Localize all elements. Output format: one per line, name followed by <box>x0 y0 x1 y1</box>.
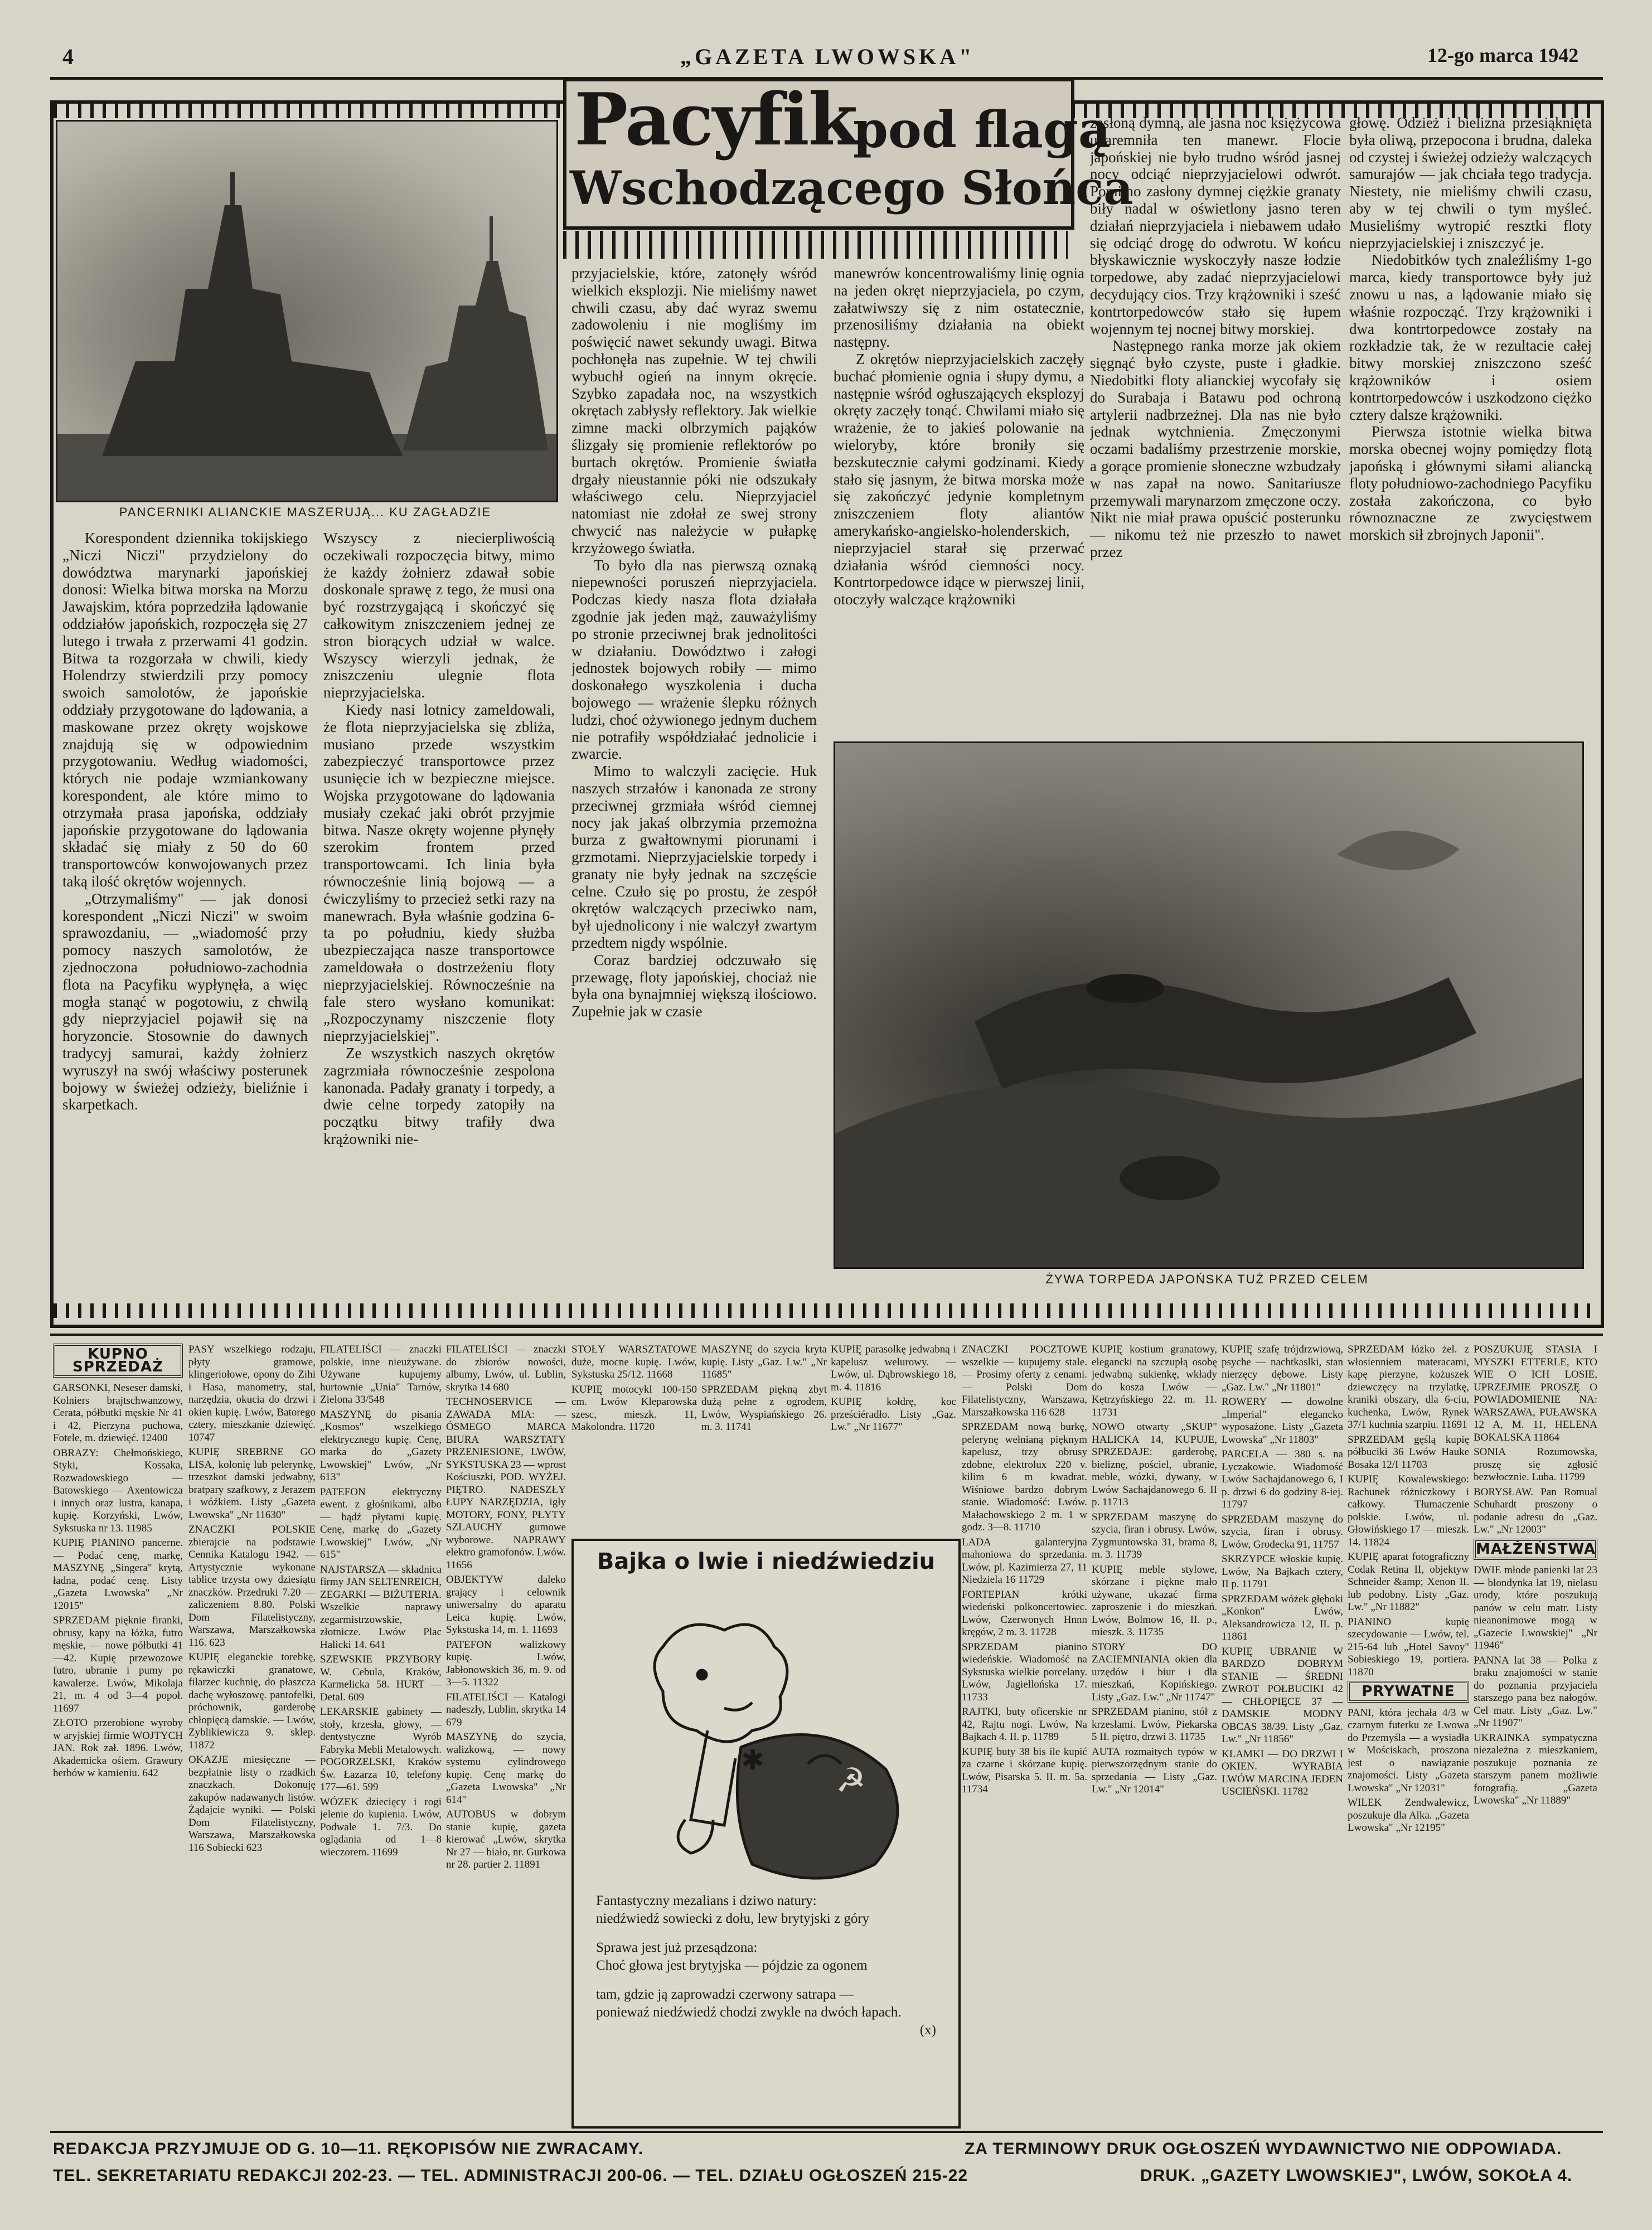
article-paragraph: manewrów koncentrowaliśmy linię ognia na jeden okręt nieprzyjaciela, po czym, załatwiwszy się z nim ostatecznie, przenosiliśmy działania na obiekt następny. <box>834 265 1084 351</box>
classified-ad: SPRZEDAM pianino, stół z krzesłami. Lwów, Piekarska 5 II. piętro, drzwi 3. 11735 <box>1092 1706 1217 1743</box>
classifieds-col-7 <box>831 1344 956 1528</box>
article-paragraph: To było dla nas pierwszą oznaką niepewności poruszeń nieprzyjaciela. Podczas kiedy nasza flota działała zgodnie jak jeden mąż, zauważyliśmy po stronie przeciwnej brak jednolitości w działaniu. Dowództwo i załogi jednostek bojowych robiły — mimo doskonałego wyszkolenia i ducha bojowego — wrażenie ślepku różnych ludzi, choć ożywionego jednym duchem nie potrafiły współdziałać jednolicie i zwarcie. <box>571 556 817 763</box>
fable-title: Bajka o lwie i niedźwiedziu <box>597 1549 936 1574</box>
classified-ad: KUPIĘ PIANINO pancerne. — Podać cenę, markę, MASZYNĘ „Singera" krytą, ładna, podać cenę. Listy „Gazeta Lwowska" „Nr 12015" <box>53 1537 183 1612</box>
classifieds-col-6 <box>701 1344 827 1528</box>
classified-ad: TECHNOSERVICE — ZAWADA MIA: — ÓSMEGO MARCA BIURA WARSZTATY PRZENIESIONE, LWÓW, SYKSTUSKA 23 — wprost Kościuszki, POD. WYŻEJ. PIĘTRO. NADESZŁY ŁUPY NARZĘDZIA, igły MOTORY, FONY, PŁYTY SZLAUCHY gumowe wyborowe. NAPRAWY elektro gramofonów. Lwów. 11656 <box>446 1396 566 1571</box>
footer-line2-left: TEL. SEKRETARIATU REDAKCJI 202-23. — TEL. ADMINISTRACJI 200-06. — TEL. DZIAŁU OGŁOSZEŃ 215-22 <box>53 2166 968 2185</box>
classified-ad: KUPIĘ motocykl 100-150 cm. Lwów Kleparowska szesc, mieszk. 11, Makolondra. 11720 <box>571 1383 697 1433</box>
classified-ad: PANNA lat 38 — Polka z braku znajomości w stanie do poznania przyjaciela starszego pana bez nałogów. Cel matr. Listy „Gaz. Lw." „Nr 11907" <box>1474 1654 1597 1729</box>
article-col-2 <box>323 530 555 1296</box>
article-paragraph: przyjacielskie, które, zatonęły wśród wielkich eksplozji. Nie mieliśmy nawet chwili czasu, aby dać wyraz swemu zadowoleniu i nie mogliśmy im poświęcić nawet sekundy uwagi. Bitwa pochłonęła nas zupełnie. W tej chwili wybuchł ogień na innym okręcie. Szybko zapadała noc, na wszystkich okrętach zabłysły reflektory. Jak wielkie zimne macki olbrzymich pająków ślizgały się promienie reflektorów po burtach okrętów. Promienie światła drgały nieustannie póki nie odszukały właściwego celu. Nieprzyjaciel natomiast nie zdołał ze swej strony chwycić nas należycie w pułapkę krzyżowego światła. <box>571 265 817 556</box>
fable-box <box>571 1539 961 2129</box>
article-col-3 <box>571 265 817 1296</box>
classified-ad: FILATELIŚCI — Katalogi nadeszły, Lublin, skrytka 14 679 <box>446 1691 566 1728</box>
classified-ad: PASY wszelkiego rodzaju, płyty gramowe, klingeriołowe, opony do Zihi i Hasa, manometry, stal, narzędzia, okucia do drzwi i okien kupię. Lwów, Batorego cztery, mieszkanie dziewięć. 10747 <box>188 1344 316 1443</box>
classified-ad: SZEWSKIE PRZYBORY W. Cebula, Kraków, Karmelicka 58. HURT — Detal. 609 <box>320 1654 442 1703</box>
classified-ad: WÓZEK dziecięcy i rogi jelenie do kupienia. Lwów, Podwale 1. 7/3. Do oglądania od 1—8 wieczorem. 11699 <box>320 1796 442 1858</box>
classified-ad: SKRZYPCE włoskie kupię. Lwów, Na Bajkach cztery, II p. 11791 <box>1222 1553 1343 1590</box>
article-paragraph: Kiedy nasi lotnicy zameldowali, że flota nieprzyjacielska się zbliża, musiano przede wszystkim zabezpieczyć transportowce przez usunięcie ich w bezpieczne miejsce. Wojska przygotowane do lądowania musiały czekać jaki obrót przyjmie bitwa. Nasze okręty wojenne płynęły szerokim frontem przed transportowcami. Ich linia była równocześnie linią bojową — a ćwiczyliśmy to przecież setki razy na manewrach. Była właśnie godzina 6-ta po południu, kiedy służba ubezpieczająca nasze transportowce zameldowała o dostrzeżeniu floty nieprzyjacielskiej. Równocześnie na fale stero wysłano komunikat: „Rozpoczynamy niszczenie floty nieprzyjacielskiej". <box>323 701 555 1045</box>
classified-ad: RAJTKI, buty oficerskie nr 42, Rajtu nogi. Lwów, Na Bajkach 4. II. p. 11789 <box>962 1706 1087 1743</box>
classifieds-col-11 <box>1348 1344 1469 2127</box>
classified-ad: ROWERY — dowolne „Imperial" elegancko wyposażone. Listy „Gazeta Lwowska" „Nr 11803" <box>1222 1396 1343 1446</box>
torpedo-photo <box>834 741 1584 1269</box>
classified-ad: SPRZEDAM łóżko żel. z włosienniem materacami, kapę pierzyne, kożuszek dziewczęcy na trzylatkę, kraniki obszary, dla 6-ciu, kuchenka, Lwów, Rynek 37/1 kuchnia szarpiu. 11691 <box>1348 1344 1469 1431</box>
article-frame-stripes-bottom <box>54 1303 1594 1318</box>
classifieds-top-rule <box>50 1334 1603 1336</box>
page-number: 4 <box>62 44 77 69</box>
masthead: „GAZETA LWOWSKA" <box>680 44 975 69</box>
classified-ad: PARCELA — 380 s. na Łyczakowie. Wiadomość Lwów Sachajdanowego 6, I p. drzwi 6 do godziny 8-iej. 11797 <box>1222 1448 1343 1510</box>
classified-ad: SPRZEDAM gęślą kupię półbuciki 36 Lwów Hauke Bosaka 12/I 11703 <box>1348 1433 1469 1471</box>
classified-ad: PATEFON elektryczny ewent. z głośnikami, albo — bądź płytami kupię. Cenę, markę do „Gazety Lwowskiej" Lwów, „Nr 615" <box>320 1486 442 1560</box>
classified-ad: SPRZEDAM wóżek głęboki „Konkon" Lwów, Aleksandrowicza 12, II. p. 11861 <box>1222 1593 1343 1642</box>
classified-ad: STORY DO ZACIEMNIANIA okien dla urzędów i biur i dla mieszkań, Kopińskiego. Listy „Gaz. Lw." „Nr 11747" <box>1092 1641 1217 1703</box>
classified-ad: KUPIĘ aparat fotograficzny Codak Retina II, objektyw Schneider &amp; Xenon II. lub podobny. Listy „Gaz. Lw." „Nr 11882" <box>1348 1551 1469 1613</box>
classifieds-col-10 <box>1222 1344 1343 2127</box>
top-photo-caption: PANCERNIKI ALIANCKIE MASZERUJĄ... KU ZAGŁADZIE <box>119 505 492 519</box>
classifieds-col-5 <box>571 1344 697 1528</box>
svg-text:✱: ✱ <box>741 1744 764 1776</box>
article-paragraph: głowę. Odzież i bielizna przesiąknięta była oliwą, przepocona i brudna, daleka od czystej i świeżej odzieży walczących samurajów — jak chciała tego tradycja. Niestety, nie mieliśmy chwili czasu, aby w tej chwili o tym myśleć. Musieliśmy wytropić resztki floty nieprzyjacielskiej i zniszczyć je. <box>1349 114 1592 251</box>
lion-bear-cartoon <box>574 1580 958 1892</box>
classified-ad: KUPIĘ Kowalewskiego: Rachunek różniczkowy i całkowy. Tłumaczenie polskie. Lwów, ul. Głowińskiego 17 — mieszk. 14. 11824 <box>1348 1473 1469 1548</box>
classified-ad: AUTOBUS w dobrym stanie kupię, gazeta kierować „Lwów, skrytka Nr 27 — biało, nr. Gurkowa nr 28. partier 2. 11891 <box>446 1809 566 1870</box>
torpedo-scene <box>835 743 1582 1267</box>
footer-line1-right: ZA TERMINOWY DRUK OGŁOSZEŃ WYDAWNICTWO NIE ODPOWIADA. <box>965 2140 1562 2158</box>
classified-ad: NOWO otwarty „SKUP" HALICKA 14, KUPUJE, SPRZEDAJE: garderobę, bieliznę, pościel, ubranie, meble, wózki, dywany, w Lwów Sachajdanowego 6. II p. 11713 <box>1092 1421 1217 1508</box>
classified-ad: GARSONKI, Neseser damski, Kolniers brajtschwanzowy, Cerata, półbutki męskie Nr 41 i 42, Pierzyna puchowa, Fotele, m. dziewięć. 12400 <box>53 1382 183 1444</box>
headline-stripes <box>563 231 1068 259</box>
footer-line2-right: DRUK. „GAZETY LWOWSKIEJ", LWÓW, SOKOŁA 4. <box>1140 2166 1573 2185</box>
article-paragraph: Niedobitków tych znaleźliśmy 1-go marca, kiedy transportowce były już znowu u nas, a lądowanie miało się właśnie rozpocząć. Trzy krążowniki i dwa kontrtorpedowce zostały na rozkładzie tak, że w rezultacie całej bitwy morskiej zniszczono sześć krążowników i osiem kontrtorpedowców i uszkodzono ciężko cztery dalsze krążowniki. <box>1349 251 1592 423</box>
classified-ad: MASZYNĘ do pisania „Kosmos" wszelkiego elektrycznego kupię. Cenę, marka do „Gazety Lwowskiej" Lwów, „Nr 613" <box>320 1408 442 1483</box>
classified-ad: SONIA Rozumowska, proszę się zgłosić bezwłocznie. Luba. 11799 <box>1474 1446 1597 1483</box>
classified-ad: KUPIĘ kołdrę, koc prześciéradło. Listy „Gaz. Lw." „Nr 11677" <box>831 1396 956 1433</box>
fable-verse <box>574 1892 958 2039</box>
classified-ad: NAJSTARSZA — składnica firmy JAN SELTENREICH, ZEGARKI — BIŻUTERIA. Wszelkie naprawy zegarmistrzowskie, złotnicze. Lwów Plac Halicki 14. 641 <box>320 1563 442 1651</box>
classified-ad: OKAZJE miesięczne — bezpłatnie listy o rzadkich znaczkach. Dokonuję zakupów nadawanych listów. Żądajcie wyniki. — Polski Dom Filatelistyczny, Warszawa, Marszałkowska 116 Sobiecki 623 <box>188 1754 316 1854</box>
article-col-4 <box>834 265 1084 733</box>
fable-line: tam, gdzie ją zaprowadzi czerwony satrapa — <box>596 1987 854 2002</box>
fable-line: niedźwiedź sowiecki z dołu, lew brytyjski z góry <box>596 1911 870 1926</box>
classified-ad: SPRZEDAM nową burkę, pelerynę wełnianą pięknym kapelusz, trzy obrusy zdobne, elektrolux 220 v. kilim 6 m kwadrat. Wiśniowe bardzo dobrym stanie. Wiadomość: Lwów. Małachowskiego 2 m. 1 w godz. 3—8. 11710 <box>962 1421 1087 1533</box>
fable-signature: (x) <box>919 2023 936 2038</box>
battleship-photo <box>56 120 558 502</box>
article-paragraph: Ze wszystkich naszych okrętów zagrzmiała równocześnie zespolona kanonada. Padały granaty i torpedy, a dwie celne torpedy zatopiły na początku bitwy trafiły dwa krążowniki nie- <box>323 1044 555 1147</box>
classified-ad: PIANINO kupię szecydowanie — Lwów, tel. 215-64 lub „Hotel Savoy" Sobieskiego 19, portiera. 11870 <box>1348 1616 1469 1678</box>
classifieds-col-9 <box>1092 1344 1217 2127</box>
classified-ad: FILATELIŚCI — znaczki polskie, inne nieużywane. Używane kupujemy hurtownie „Unia" Tarnów, Zielona 33/548 <box>320 1344 442 1405</box>
classified-ad: KUPIĘ szafę trójdrzwiową, psyche — nachtkaslki, stan nierzęcy dębowe. Listy „Gaz. Lw." „Nr 11801" <box>1222 1344 1343 1393</box>
classifieds-col-2 <box>188 1344 316 2127</box>
classified-ad: SPRZEDAM pianino wiedeńskie. Wiadomość na Sykstuska wielkie porcelany. Lwów, Jagiellońska 17. 11733 <box>962 1641 1087 1703</box>
classified-ad: KUPIĘ parasolkę jedwabną i kapelusz welurowy. — Lwów, ul. Dąbrowskiego 18, m. 4. 11816 <box>831 1344 956 1393</box>
classifieds-col-12 <box>1474 1344 1597 2127</box>
article-paragraph: Wszyscy z niecierpliwością oczekiwali rozpoczęcia bitwy, mimo że każdy żołnierz zdawał sobie doskonale sprawę z tego, że musi ona być rozstrzygającą i skończyć się całkowitym zniszczeniem jednej ze stron biorących udział w walce. Wszyscy wierzyli jednak, że zniszczeniu ulegnie flota nieprzyjacielska. <box>323 530 555 701</box>
classified-ad: SPRZEDAM pięknie firanki, obrusy, kapy na łóżka, futro męskie, — nowe półbutki 41—42. Kupię przewozowe futro, ubranie i pumy po kawalerze. Lwów, Mikolaja 21, m. 4 od 3—4 popoł. 11697 <box>53 1615 183 1714</box>
classifieds-col-8 <box>962 1344 1087 2127</box>
section-heading-marriage: MAŁŻEŃSTWA <box>1474 1539 1597 1560</box>
classified-ad: KUPIĘ buty 38 bis ile kupić za czarne i skórzane kupię. Lwów, Pisarska 5. II. m. 5a. 11734 <box>962 1746 1087 1795</box>
classified-ad: OBRAZY: Chełmońskiego, Styki, Kossaka, Rozwadowskiego — Batowskiego — Axentowicza i innych oraz lustra, kanapa, kupię. Korzyński, Lwów, Sykstuska nr 13. 11985 <box>53 1447 183 1534</box>
classifieds-col-3 <box>320 1344 442 2127</box>
classified-ad: PATEFON walizkowy kupię. Lwów, Jabłonowskich 36, m. 9. od 3—5. 11322 <box>446 1638 566 1688</box>
article-paragraph: Coraz bardziej odczuwało się przewagę, floty japońskiej, chociaż nie była ona bynajmniej większą ilościowo. Zupełnie jak w czasie <box>571 951 817 1020</box>
classified-ad: AUTA rozmaitych typów w pierwszorzędnym stanie do sprzedania — Listy „Gaz. Lw." „Nr 12014" <box>1092 1746 1217 1795</box>
classified-ad: BORYSŁAW. Pan Romual Schuhardt proszony o podanie adresu do „Gaz. Lw." „Nr 12003" <box>1474 1486 1597 1535</box>
classified-ad: STOŁY WARSZTATOWE duże, mocne kupię. Lwów, Sykstuska 25/12. 11668 <box>571 1344 697 1380</box>
classified-ad: UKRAINKA sympatyczna niezależna z mieszkaniem, poszukuje poznania ze starszym panem możliwie fotografią. „Gazeta Lwowska" „Nr 11889" <box>1474 1732 1597 1806</box>
classified-ad: WILEK Zendwalewicz, poszukuje dla Alka. „Gazeta Lwowska" „Nr 12195" <box>1348 1797 1469 1834</box>
section-heading-sell: KUPNO SPRZEDAŻ <box>53 1344 183 1378</box>
article-paragraph: Mimo to walczyli zacięcie. Huk naszych strzałów i kanonada ze strony przeciwnej grzmiała wśród ciemnej nocy jak jakaś olbrzymia przemożna burza z gwałtownymi piorunami i grzmotami. Nieprzyjacielskie torpedy i granaty nie były jednak na szczęście celne. Czuło się po prostu, że zespół okrętów walczących przeciwko nam, był ujednolicony i nie walczył zwartym przedtem nigdy wspólnie. <box>571 763 817 952</box>
article-paragraph: zasłoną dymną, ale jasna noc księżycowa udaremniła ten manewr. Flocie japońskiej nie było trudno wśród jasnej nocy odciąć nieprzyjacielowi odwrót. Pomimo zasłony dymnej ciężkie granaty biły nadal w oświetlony jasno teren działań nieprzyjaciela i niebawem udało się odciąć drogę do odwrotu. W końcu błyskawicznie wyskoczyły nasze łodzie torpedowe, aby zadać nieprzyjacielowi decydujący cios. Trzy krążowniki i sześć kontrtorpedowców stało się łupem wojennym tej nocnej bitwy morskiej. <box>1090 114 1341 337</box>
article-paragraph: Korespondent dziennika tokijskiego „Niczi Niczi" przydzielony do dowództwa marynarki japońskiej donosi: Wielka bitwa morska na Morzu Jawajskim, która poprzedziła lądowanie oddziałów japońskich, rozpoczęła się 27 lutego i trwała z przerwami 41 godzin. Bitwa ta rozgorzała w chwili, kiedy Holendrzy stwierdzili przy pomocy swoich samolotów, że japońskie oddziały przygotowane do lądowania, a maskowane przez okręty wojskowe znajdują się w odpowiednim przygotowaniu. Według wiadomości, których nie podaje wzmiankowany korespondent, ale które mimo to otrzymała prasa japońska, oddziały japońskie przygotowane do lądowania składać się miały z 50 do 60 transportowców konwojowanych przez taką ilość okrętów wojennych. <box>62 530 308 890</box>
classified-ad: KUPIĘ UBRANIE W BARDZO DOBRYM STANIE — ŚREDNI ZWROT POŁBUCIKI 42 — CHŁOPIĘCE 37 — DAMSKIE MODNY OBCAS 38/39. Listy „Gaz. Lw." „Nr 11856" <box>1222 1645 1343 1745</box>
article-col-5 <box>1090 114 1341 733</box>
classified-ad: KUPIĘ meble stylowe, skórzane i piękne mało używane, ukazać firma zaproszenie i do mieszkań. Lwów, Bolmow 16, II. p., mieszk. 3. 11735 <box>1092 1563 1217 1638</box>
classifieds-col-4 <box>446 1344 566 2127</box>
article-paragraph: Pierwsza istotnie wielka bitwa morska obecnej wojny pomiędzy flotą japońską i głównymi siłami aliancką floty południowo-zachodniego Pacyfiku została zakończona, co było równoznaczne ze zwycięstwem morskich sił zbrojnych Japonii". <box>1349 423 1592 544</box>
bottom-photo-caption: ŻYWA TORPEDA JAPOŃSKA TUŻ PRZED CELEM <box>1045 1272 1369 1286</box>
footer-rule <box>50 2131 1603 2133</box>
classified-ad: ZNACZKI POCZTOWE wszelkie — kupujemy stale. — Prosimy oferty z cenami. — Polski Dom Filatelistyczny, Warszawa, Marszałkowska 116 628 <box>962 1344 1087 1418</box>
classifieds-col-1 <box>53 1344 183 2127</box>
fable-line: Sprawa jest już przesądzona: <box>596 1940 758 1955</box>
classified-ad: FORTEPIAN krótki wiedeński polkoncertowiec. Lwów, Czerwonych Hnnn kręgów, 2 m. 3. 11728 <box>962 1588 1087 1638</box>
classified-ad: ZŁOTO przerobione wyroby w aryjskiej firmie WOJTYCH JAN. Rok zał. 1896. Lwów, Akademicka ośiem. Grawury herbów w kamieniu. 642 <box>53 1717 183 1779</box>
classified-ad: POSZUKUJĘ STASIA I MYSZKI ETTERLE, KTO WIE O ICH LOSIE, UPRZEJMIE PROSZĘ O POWIADOMIENIE NA: WARSZAWA, PUŁAWSKA 12 A, M. 11, HELENA BOKALSKA 11864 <box>1474 1344 1597 1443</box>
classified-ad: KUPIĘ eleganckie torebkę, rękawiczki granatowe, filarzec kuchnię, do płaszcza dachę wyłoszowę. pantofelki, próchownik, garderobę chłopięcą damskie. — Lwów, Zyblikiewicza 9. sklep. 11872 <box>188 1651 316 1751</box>
classified-ad: SPRZEDAM maszynę do szycia, firan i obrusy. Lwów, Zygmuntowska 31, brama 8, m. 3. 11739 <box>1092 1511 1217 1560</box>
svg-text:☭: ☭ <box>836 1761 866 1800</box>
headline-line1-big: Pacyfik <box>574 78 857 162</box>
classified-ad: ZNACZKI POLSKIE zbierajcie na podstawie Cennika Katalogu 1942. — Artystycznie wykonane tablice trzysta owy dziesiątu znaczków. Przedruki 7.20 — zaliczeniem 8.80. Polski Dom Filatelistyczny, Warszawa, Marszałkowska 116. 623 <box>188 1524 316 1649</box>
classified-ad: KUPIĘ kostium granatowy, elegancki na szczupłą osobę jedwabną sukienkę, wkłady do kosza Lwów — Kętrzyńskiego 22. m. 11. 11731 <box>1092 1344 1217 1418</box>
classified-ad: SPRZEDAM maszynę do szycia, firan i obrusy. Lwów, Grodecka 91, 11757 <box>1222 1513 1343 1550</box>
classified-ad: PANI, która jechała 4/3 w czarnym futerku ze Lwowa do Przemyśla — a wysiadła w Mościskach, proszona jest o nawiązanie znajomości. Listy „Gazeta Lwowska" „Nr 12031" <box>1348 1707 1469 1794</box>
classified-ad: KLAMKI — DO DRZWI I OKIEN. WYRABIA LWÓW MARCINA JEDEN USCIEŃSKI. 11782 <box>1222 1748 1343 1797</box>
fable-line: Choć głowa jest brytyjska — pójdzie za ogonem <box>596 1958 868 1973</box>
classified-ad: FILATELIŚCI — znaczki do zbiorów nowości, albumy, Lwów, ul. Lublin, skrytka 14 680 <box>446 1344 566 1393</box>
classified-ad: MASZYNĘ do szycia, walizkową, — nowy systemu cylindrowego kupię. Cenę markę do „Gazeta Lwowska" „Nr 614" <box>446 1731 566 1806</box>
classified-ad: LADA galanteryjna mahoniowa do sprzedania. Lwów, pl. Kazimierza 27, 11 Niedziela 16 11729 <box>962 1536 1087 1586</box>
classified-ad: MASZYNĘ do szycia kryta kupię. Listy „Gaz. Lw." „Nr 11685" <box>701 1344 827 1380</box>
section-heading-private: PRYWATNE <box>1348 1681 1469 1703</box>
classified-ad: KUPIĘ SREBRNE GO LISA, kolonię lub pelerynkę, trzeszkot damski jedwabny, bratpary szafkowy, z Jerazem i wóźkiem. Listy „Gazeta Lwowska" „Nr 11630" <box>188 1446 316 1521</box>
classified-ad: DWIE młode panienki lat 23 — blondynka lat 19, nielasu urody, które poszukują panów w celu matr. Listy nieanonimowe mogą w „Gazecie Lwowskiej" „Nr 11946" <box>1474 1564 1597 1651</box>
issue-date: 12-go marca 1942 <box>1427 44 1579 66</box>
classified-ad: LEKARSKIE gabinety — stoły, krzesła, głowy, — dentystyczne Wyrób Fabryka Mebli Metalowych. POGORZELSKI, Kraków Św. Łazarza 10, telefony 177—61. 599 <box>320 1706 442 1793</box>
article-paragraph: Następnego ranka morze jak okiem sięgnąć było czyste, puste i gładkie. Niedobitki floty alianckiej wycofały się do Surabaja i Batawu pod ochroną artylerii nadbrzeżnej. Dla nas nie było jednak wytchnienia. Zmęczonymi oczami badaliśmy przestrzenie morskie, a gorące promienie słoneczne wzbudzały w nas zapał na nowo. Sanitariusze przemywali marynarzom zmęczone oczy. Nikt nie miał prawa opuścić posterunku — nikomu też nie przeszło to nawet przez <box>1090 337 1341 560</box>
article-col-6 <box>1349 114 1592 733</box>
footer-line1-left: REDAKCJA PRZYJMUJE OD G. 10—11. RĘKOPISÓW NIE ZWRACAMY. <box>53 2140 644 2158</box>
fable-line: Fantastyczny mezalians i dziwo natury: <box>596 1893 817 1908</box>
article-col-1 <box>62 530 308 1296</box>
headline-line2: Wschodzącego Słońca <box>570 162 1133 215</box>
classified-ad: SPRZEDAM piękną zbyt dużą pełne z ogrodem, Lwów, Wyspiańskiego 26. m. 3. 11741 <box>701 1383 827 1433</box>
battleship-silhouette <box>57 122 556 501</box>
article-paragraph: „Otrzymaliśmy" — jak donosi korespondent „Niczi Niczi" w swoim sprawozdaniu, — „wiadomość przy pomocy naszych samolotów, że zjednoczona południowo-zachodnia flota na Pacyfiku wypłynęła, a więc mogła stanąć w pogotowiu, z chwilą gdy nieprzyjaciel pojawił się na horyzoncie. Stosownie do dawnych tradycyj samurai, każdy żołnierz wyruszył na swój właściwy posterunek bojowy w świeżej odzieży, bieliźnie i skarpetkach. <box>62 890 308 1113</box>
fable-line: poniewaź niedźwiedź chodzi zwykle na dwóch łapach. <box>596 2005 902 2020</box>
classified-ad: OBJEKTYW daleko grający i celownik uniwersalny do aparatu Leica kupię. Lwów, Sykstuska 14, m. 1. 11693 <box>446 1574 566 1636</box>
headline-line1-small: pod flagą <box>853 100 1111 159</box>
article-paragraph: Z okrętów nieprzyjacielskich zaczęły buchać płomienie ognia i słupy dymu, a następnie wśród ogłuszających eksplozyj okręty zaczęły tonąć. Chwilami miało się wrażenie, że to jakieś polowanie na wieloryby, które broniły się bezskutecznie całymi godzinami. Kiedy stało się jasnym, że bitwa morska może się zakończyć jedynie kompletnym zniszczeniem floty aliantów amerykańsko-angielsko-holenderskich, nieprzyjaciel starał się przerwać działania wśród ciemności nocy. Kontrtorpedowce idące w pierwszej linii, otoczyły walczące krążowniki <box>834 350 1084 608</box>
